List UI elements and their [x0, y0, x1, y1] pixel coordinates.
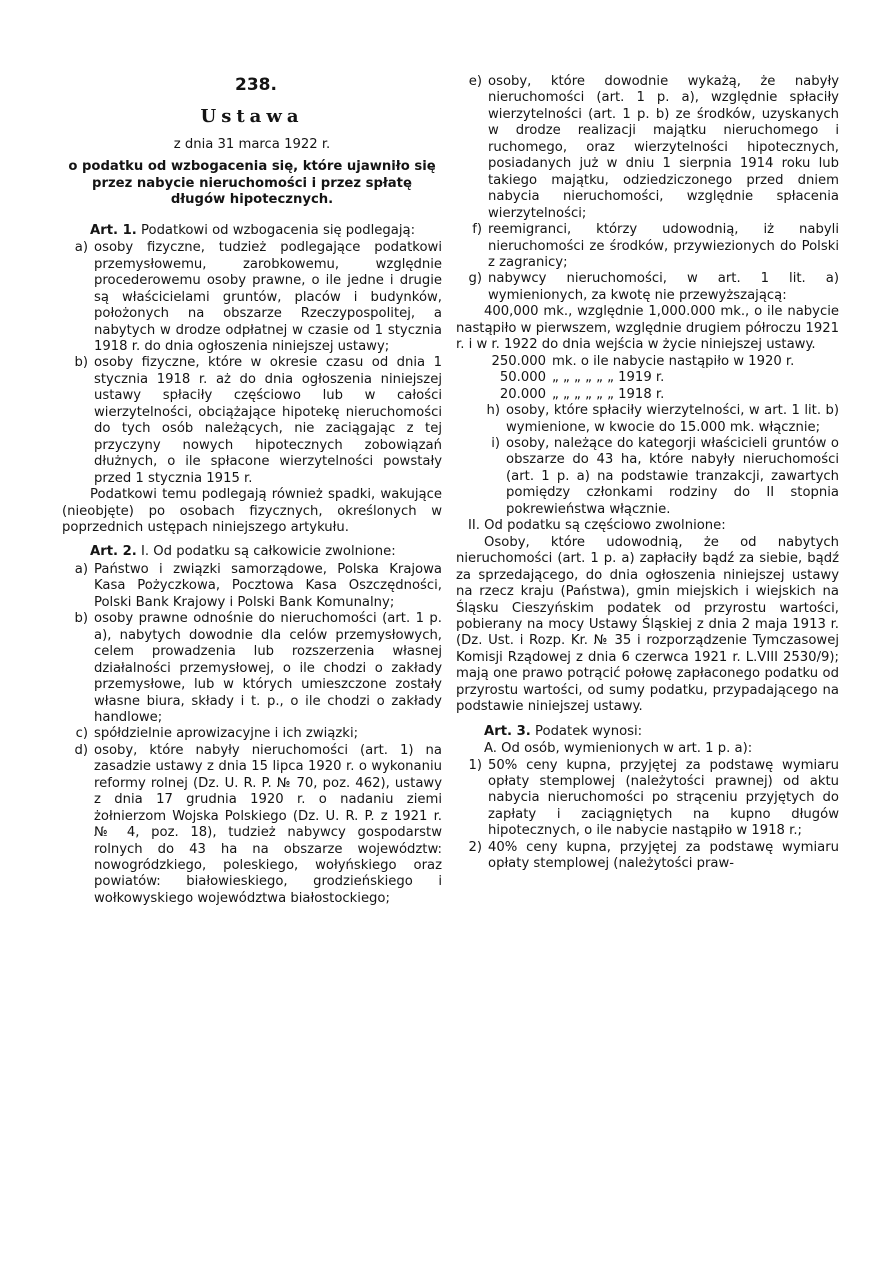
art1-lead: Podatkowi od wzbogacenia się podlegają:: [141, 222, 416, 238]
art2-item-b: [62, 611, 442, 726]
item-text: reemigranci, którzy udowodnią, iż nabyli nieruchomości ze środków, przywiezionych do Polski z zagranicy;: [488, 222, 839, 270]
g-table-row: [456, 370, 839, 386]
right-column: [456, 74, 839, 873]
art2-item-h: [456, 403, 839, 436]
item-text: nabywcy nieruchomości, w art. 1 lit. a) wymienionych, za kwotę nie przewyższającą:: [488, 271, 839, 303]
item-letter: b): [74, 355, 88, 371]
item-letter: c): [75, 726, 88, 742]
item-text: osoby, które spłaciły wierzytelności, w art. 1 lit. b) wymienione, w kwocie do 15.000 mk. włącznie;: [506, 403, 839, 435]
g-amount: 50.000: [499, 370, 546, 386]
item-text: Państwo i związki samorządowe, Polska Krajowa Kasa Pożyczkowa, Pocztowa Kasa Oszczędności, Polski Bank Krajowy i Polski Bank Komunalny;: [94, 561, 442, 610]
art2-item-i: [456, 436, 839, 518]
art1-item-b: [62, 355, 442, 487]
art2-item-a: [62, 562, 442, 611]
art2-section1: I. Od podatku są całkowicie zwolnione:: [141, 544, 396, 560]
item-text: osoby fizyczne, tudzież podlegające podatkowi przemysłowemu, zarobkowemu, względnie procederowemu osoby prawne, o ile jedne i drugie są właścicielami gruntów, placów i budynków, położonych na obszarze Rzeczypospolitej, a nabytych w drodze odpłatnej w czasie od 1 stycznia 1918 r. do dnia ogłoszenia niniejszej ustawy;: [94, 240, 442, 354]
art1-label: Art. 1.: [90, 222, 137, 238]
item-text: osoby fizyczne, które w okresie czasu od dnia 1 stycznia 1918 r. aż do dnia ogłoszenia niniejszej ustawy spłaciły częściowo lub w całości wierzytelności, obciążające hipotekę nieruchomości do tych osób należących, nie zaciągając z tej przyczyny nowych hipotecznych zobowiązań dłużnych, o ile spłacone wierzytelności powstały przed 1 stycznia 1915 r.: [94, 355, 442, 486]
left-column: [62, 74, 442, 907]
item-letter: b): [74, 611, 88, 627]
item-letter: f): [472, 222, 482, 238]
art1-item-a: [62, 240, 442, 355]
art3-sectionA: A. Od osób, wymienionych w art. 1 p. a):: [484, 741, 753, 757]
art1-closing: Podatkowi temu podlegają również spadki, wakujące (nieobjęte) po osobach fizycznych, określonych w poprzednich ustępach niniejszego artykułu.: [62, 487, 442, 535]
art2-section2: II. Od podatku są częściowo zwolnione:: [468, 518, 726, 534]
g-text: „ „ „ „ „ „ 1918 r.: [552, 386, 665, 402]
item-letter: 1): [468, 757, 482, 773]
art3-item-2: [456, 840, 839, 873]
act-subject: o podatku od wzbogacenia się, które ujawniło się przez nabycie nieruchomości i przez spłatę długów hipotecznych.: [68, 159, 436, 208]
art2-label: Art. 2.: [90, 544, 137, 560]
item-letter: h): [486, 403, 500, 419]
item-letter: g): [468, 271, 482, 287]
g-table-row: [456, 354, 839, 370]
item-text: 40% ceny kupna, przyjętej za podstawę wymiaru opłaty stemplowej (należytości praw-: [488, 839, 839, 872]
g-amount: 20.000: [499, 386, 546, 402]
item-text: osoby, należące do kategorji właścicieli gruntów o obszarze do 43 ha, które nabyły nieruchomości (art. 1 p. a) na podstawie tranzakcji, zawartych pomiędzy członkami rodziny do II stopnia pokrewieństwa włącznie.: [506, 435, 839, 517]
art3-heading: [456, 724, 839, 740]
art2-item-d: [62, 743, 442, 908]
art2-item-g: [456, 271, 839, 304]
item-letter: 2): [468, 839, 482, 855]
g-table-row: [456, 387, 839, 403]
art1-heading: [62, 223, 442, 239]
item-text: osoby, które nabyły nieruchomości (art. 1) na zasadzie ustawy z dnia 15 lipca 1920 r. o wykonaniu reformy rolnej (Dz. U. R. P. № 70, poz. 462), ustawy z dnia 17 grudnia 1920 r. o nadaniu ziemi żołnierzom Wojska Polskiego (Dz. U. R. P. z 1921 r. № 4, poz. 18), tudzież nabywcy gospodarstw rolnych do 43 ha na obszarze województw: nowogródzkiego, poleskiego, wołyńskiego oraz powiatów: białowieskiego, grodzieńskiego i wołkowyskiego województwa białostockiego;: [94, 742, 442, 906]
art3-lead: Podatek wynosi:: [535, 723, 643, 739]
art2-section2-text: Osoby, które udowodnią, że od nabytych nieruchomości (art. 1 p. a) zapłaciły bądź za siebie, bądź za sprzedającego, do dnia ogłoszenia niniejszej ustawy na rzecz kraju (Państwa), gmin miejskich i wiejskich na Śląsku Cieszyńskim podatek od przyrostu wartości, pobierany na mocy Ustawy Śląskiej z dnia 2 maja 1913 r. (Dz. Ust. i Rozp. Kr. № 35 i rozporządzenie Tymczasowej Komisji Rządowej z dnia 6 czerwca 1921 r. L.VIII 2530/9); mają one prawo potrącić połowę zapłaconego podatku od przyrostu wartości, od sumy podatku, przypadającego na podstawie niniejszej ustawy.: [456, 534, 839, 715]
act-date: z dnia 31 marca 1922 r.: [173, 137, 331, 152]
art3-item-1: [456, 758, 839, 840]
item-letter: i): [491, 435, 500, 451]
item-letter: e): [468, 74, 482, 89]
g-text: „ „ „ „ „ „ 1919 r.: [552, 370, 665, 386]
g-text: mk. o ile nabycie nastąpiło w 1920 r.: [552, 353, 795, 369]
item-text: 50% ceny kupna, przyjętej za podstawę wymiaru opłaty stemplowej (należytości prawnej) od aktu nabycia nieruchomości po strąceniu przyjętych do zapłaty i zaciągniętych na kupno długów hipotecznych, o ile nabycie nastąpiło w 1918 r.;: [488, 757, 839, 839]
item-text: spółdzielnie aprowizacyjne i ich związki;: [94, 726, 359, 742]
item-letter: a): [74, 240, 88, 256]
art2-item-f: [456, 222, 839, 271]
art3-label: Art. 3.: [484, 723, 531, 739]
act-number: 238.: [235, 75, 277, 95]
art2-item-e: [456, 74, 839, 222]
art2-item-c: [62, 726, 442, 742]
art2-heading: [62, 544, 442, 560]
art2-g-detail: 400,000 mk., względnie 1,000.000 mk., o ile nabycie nastąpiło w pierwszem, względnie drugiem półroczu 1921 r. i w r. 1922 do dnia wejścia w życie niniejszej ustawy.: [456, 304, 839, 353]
item-letter: d): [74, 742, 88, 758]
act-title: Ustawa: [200, 106, 304, 127]
item-letter: a): [74, 561, 88, 577]
item-text: osoby prawne odnośnie do nieruchomości (art. 1 p. a), nabytych dowodnie dla celów przemysłowych, celem prowadzenia lub rozszerzenia własnej działalności przemysłowej, o ile chodzi o zakłady przemysłowe, lub w których umieszczone zostały własne biura, składy i t. p., o ile chodzi o zakłady handlowe;: [94, 611, 442, 725]
item-text: osoby, które dowodnie wykażą, że nabyły nieruchomości (art. 1 p. a), względnie spłaciły wierzytelności (art. 1 p. b) ze środków, uzyskanych w drodze realizacji majątku nieruchomego i ruchomego, oraz wierzytelności hipotecznych, posiadanych już w dniu 1 sierpnia 1914 roku lub takiego majątku, odziedziczonego przed dniem nabycia nieruchomości, względnie spłacenia wierzytelności;: [488, 74, 839, 221]
g-amount: 250.000: [491, 353, 546, 369]
